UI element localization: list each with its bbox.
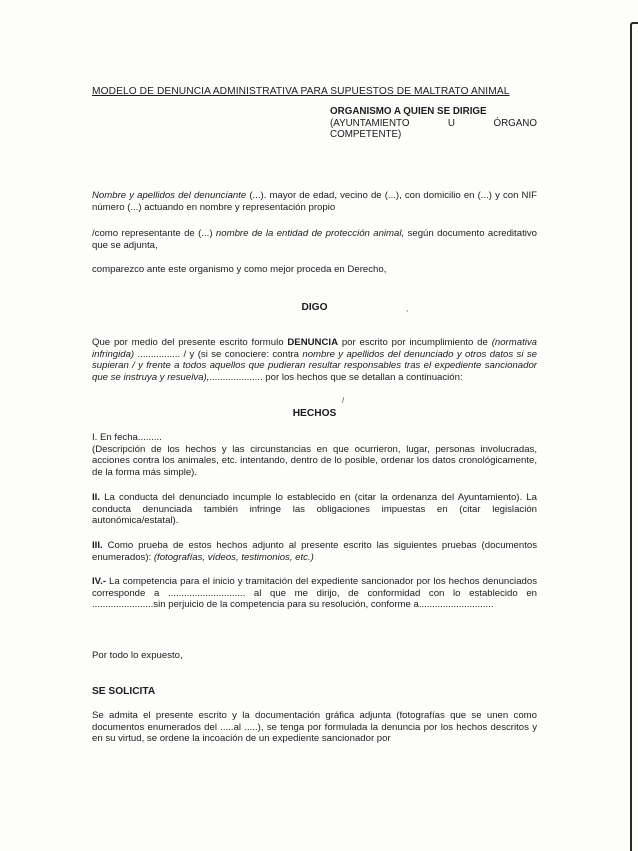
addressee-word: ÓRGANO [493, 117, 537, 129]
hechos-heading: HECHOS [292, 408, 337, 419]
scan-mark: / [342, 396, 345, 405]
hecho-1 [92, 432, 537, 478]
evidence-placeholder: (fotografías, vídeos, testimonios, etc.) [153, 551, 314, 563]
addressee-line [330, 118, 537, 130]
hecho-text: La conducta del denunciado incumple lo establecido en (citar la ordenanza del Ayuntamiento). La conducta denunciada también infringe las obligaciones impuestas en (citar legislación autonómica/estatal). [92, 492, 537, 527]
hecho-description: (Descripción de los hechos y las circunstancias en que ocurrieron, lugar, personas involucradas, acciones contra los animales, etc. intentando, dentro de lo posible, ordenar los datos cronológicamente, de la forma más simple). [92, 443, 537, 478]
solicita-heading: SE SOLICITA [92, 686, 156, 697]
hecho-text: Como prueba de estos hechos adjunto al presente escrito las siguientes pruebas (documentos enumerados): [92, 540, 537, 563]
document-page [92, 86, 538, 745]
addressee-word: (AYUNTAMIENTO [330, 117, 410, 129]
hecho-number: I. [92, 432, 98, 443]
addressee-heading: ORGANISMO A QUIEN SE DIRIGE [330, 106, 487, 117]
denuncia-keyword: DENUNCIA [287, 337, 339, 348]
hecho-number: III. [92, 540, 103, 551]
hecho-number: IV.- [92, 576, 107, 587]
intro-paragraph-2 [92, 228, 537, 251]
denunciado-placeholder: nombre y apellidos del denunciado y otros datos si se supieran / y frente a todos aquellos que pudieran resultar responsables tras el expediente sancionador que se instruya y resuelva), [92, 348, 537, 383]
final-text: Se admita el presente escrito y la documentación gráfica adjunta (fotografías que se unen como documentos enumerados del .....al .....), se tenga por formulada la denuncia por los hechos descritos y en su virtud, se ordene la incoación de un expediente sancionador por [92, 710, 537, 745]
hecho-text: La competencia para el inicio y tramitación del expediente sancionador por los hechos denunciados corresponde a ............................. al que me dirijo, de conformidad con lo establecido en .......................sin perjuicio de la competencia para su resolución, conforme a............................ [92, 576, 537, 611]
scan-page-edge [630, 22, 638, 851]
intro-text: comparezco ante este organismo y como mejor proceda en Derecho, [92, 264, 387, 275]
denuncia-text: por escrito por incumplimiento de [338, 337, 492, 348]
hecho-text: En fecha......... [97, 432, 162, 443]
addressee-block [330, 106, 537, 141]
addressee-word: U [447, 117, 455, 129]
addressee-line: COMPETENTE) [330, 129, 402, 141]
solicita-heading-wrap [92, 686, 537, 697]
hecho-3 [92, 540, 537, 563]
hecho-2 [92, 492, 537, 527]
intro-text: /como representante de (...) [92, 228, 216, 239]
intro-paragraph-1 [92, 190, 537, 213]
denuncia-text: Que por medio del presente escrito formulo [92, 337, 288, 348]
normativa-placeholder: (normativa infringida) [92, 337, 538, 360]
hechos-heading-wrap [92, 408, 537, 419]
final-paragraph [92, 710, 537, 745]
digo-heading: DIGO [301, 302, 328, 313]
document-title: MODELO DE DENUNCIA ADMINISTRATIVA PARA SUPUESTOS DE MALTRATO ANIMAL [92, 86, 510, 97]
denuncia-paragraph [92, 337, 537, 383]
hecho-4 [92, 576, 537, 611]
denunciante-name-placeholder: Nombre y apellidos del denunciante [92, 190, 247, 201]
expuesto-text: Por todo lo expuesto, [92, 650, 183, 661]
denuncia-text: .................... por los hechos que se detallan a continuación: [209, 371, 463, 383]
intro-text: según documento acreditativo que se adjunta, [92, 228, 537, 251]
digo-heading-wrap [92, 302, 537, 313]
entity-name-placeholder: nombre de la entidad de protección animal, [215, 228, 405, 239]
hecho-number: II. [92, 492, 100, 503]
intro-paragraph-3 [92, 264, 537, 276]
expuesto-line [92, 650, 537, 662]
intro-text: (...). mayor de edad, vecino de (...), con domicilio en (...) y con NIF número (...) actuando en nombre y representación propio [92, 190, 537, 213]
scan-mark: , [406, 304, 409, 313]
denuncia-text: ................ / y (si se conociere: contra [134, 348, 303, 360]
